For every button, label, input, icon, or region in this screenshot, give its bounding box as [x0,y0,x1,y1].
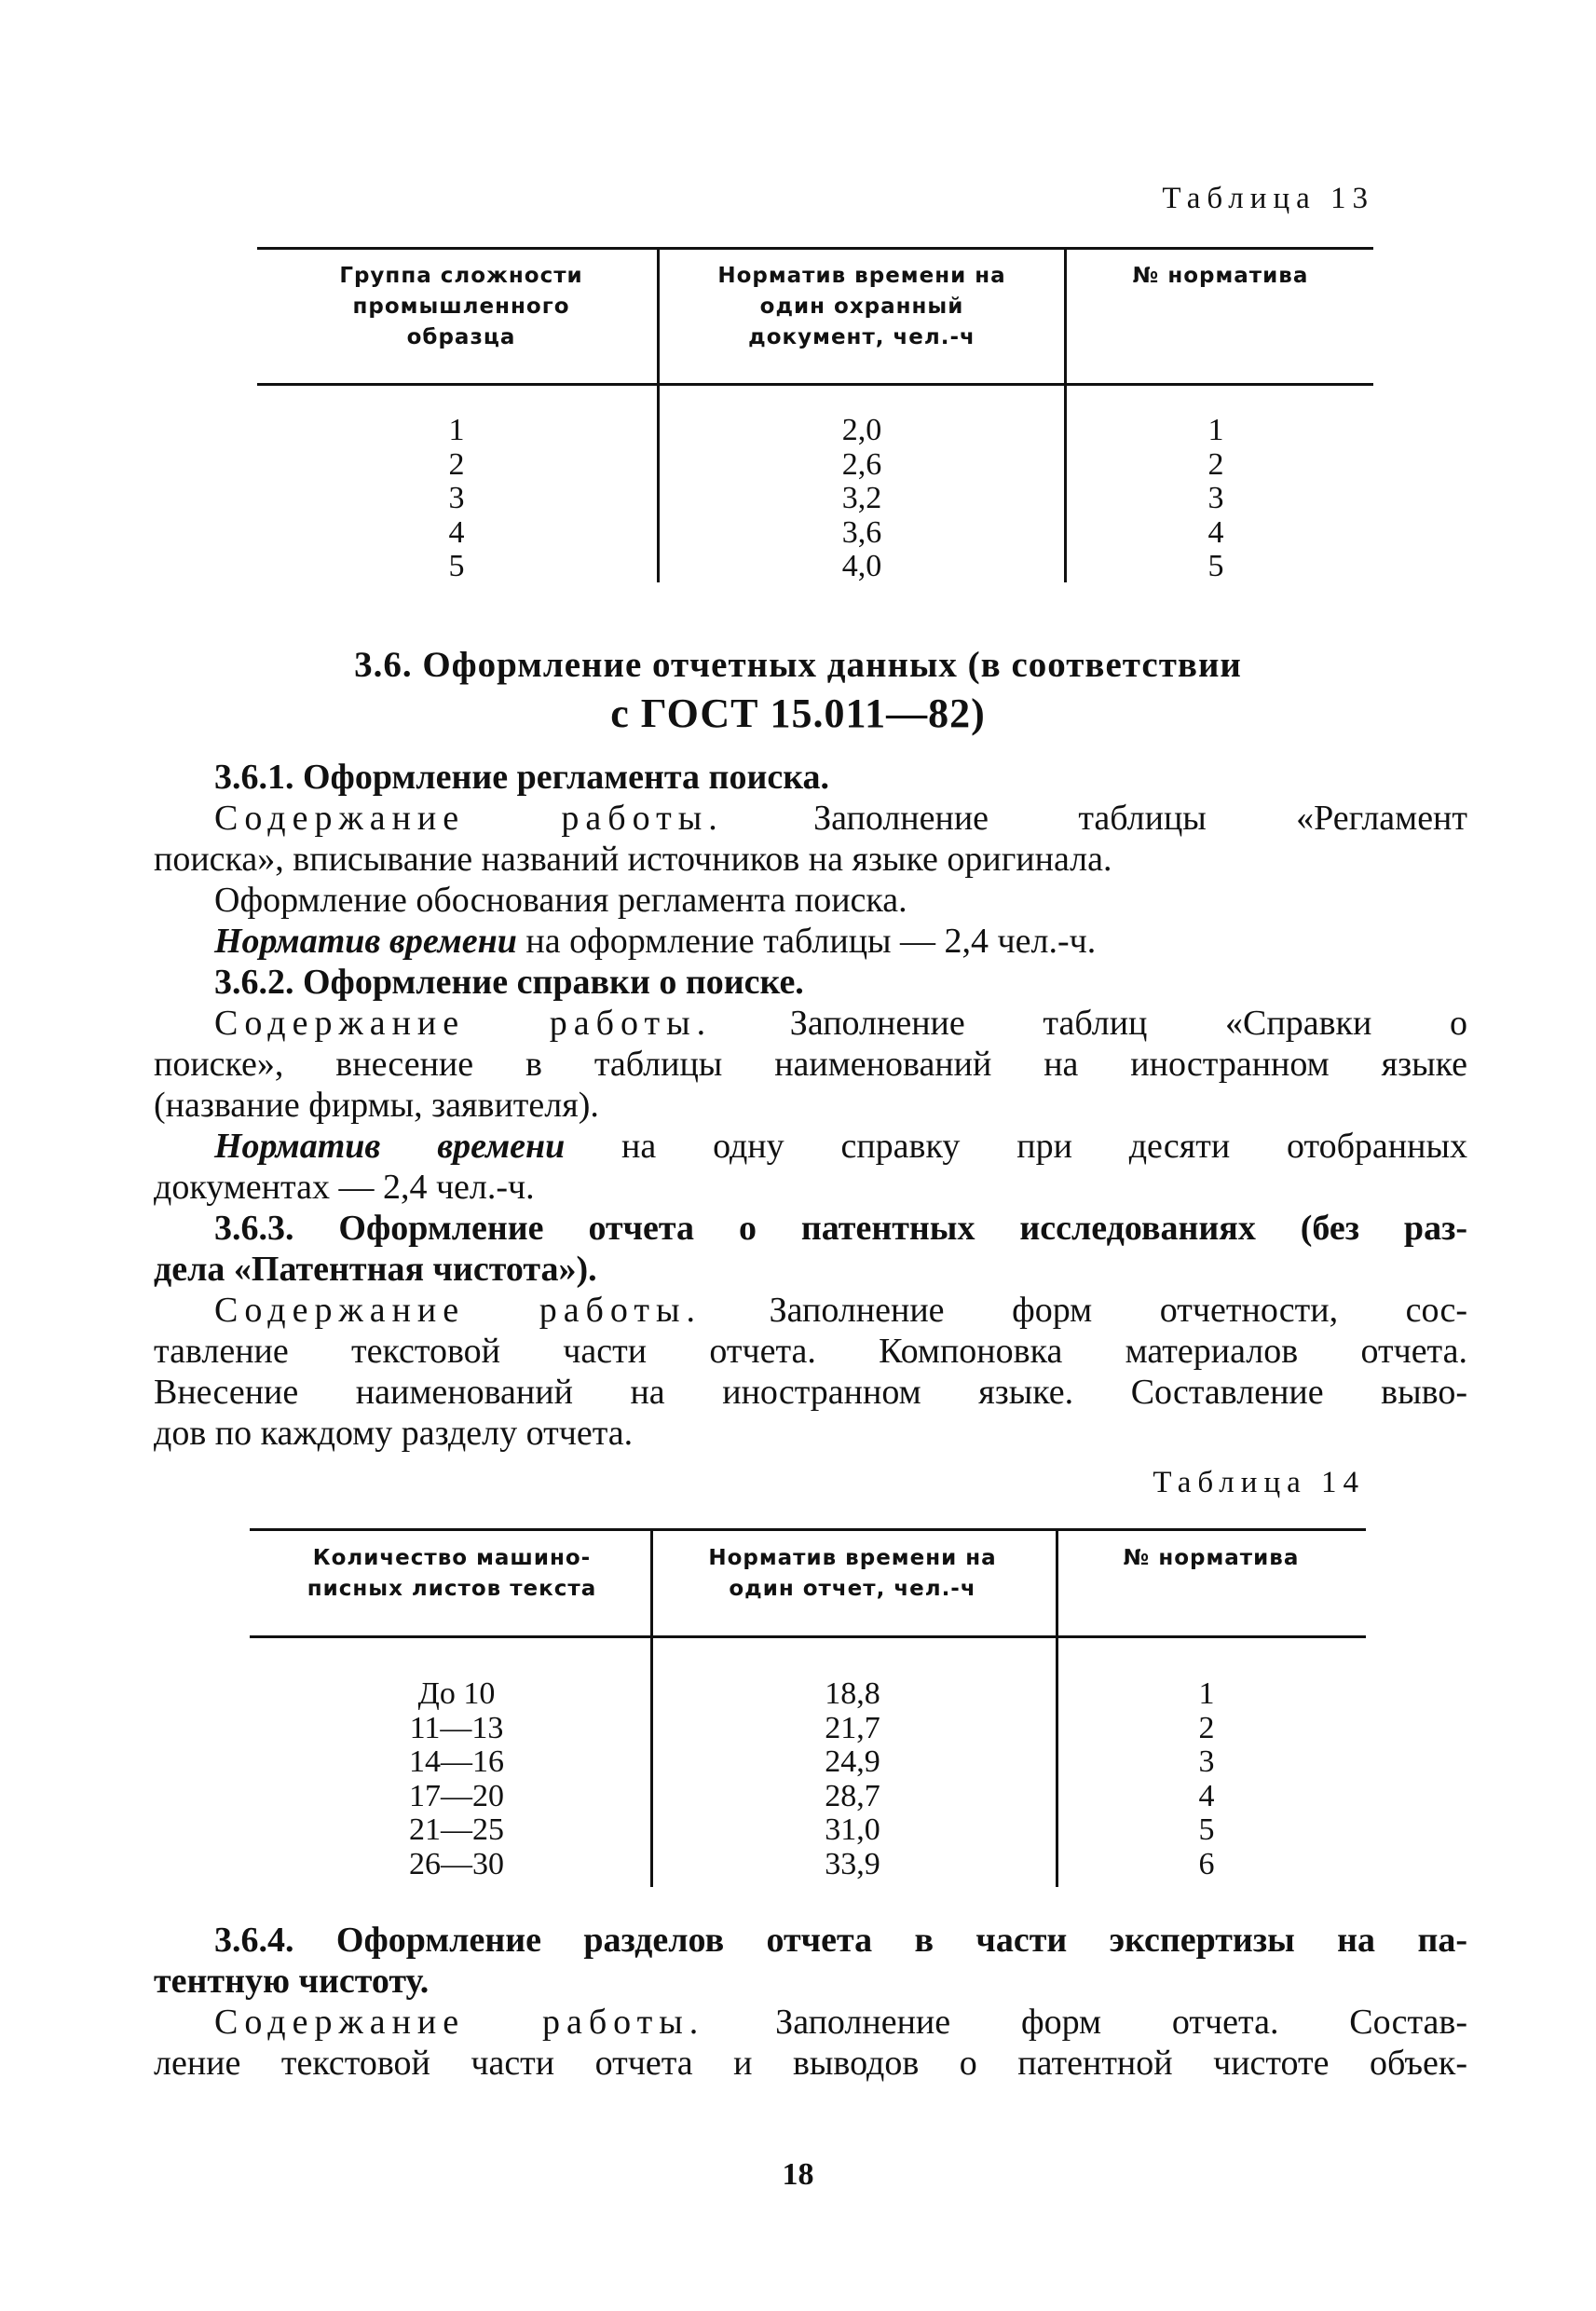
s364-title-l2: тентную чистоту. [154,1962,430,2001]
s363-title-l1: 3.6.3. Оформление отчета о патентных исследованиях (без раз- [214,1209,1467,1248]
table13-col-divider-1 [657,247,660,582]
section-heading-line2: с ГОСТ 15.011—82) [610,691,986,736]
content-label: Содержание работы. [214,2003,705,2042]
table-cell: До 10 [417,1676,496,1711]
table14-col-divider-1 [650,1528,653,1887]
table13-top-rule [257,247,1373,250]
table13-caption: Таблица 13 [1162,182,1374,215]
s361-title: 3.6.1. Оформление регламента поиска. [214,758,830,797]
table14-col-sheets [354,1677,559,1881]
table-cell: 18,8 [825,1676,880,1711]
table-cell: 3 [1207,481,1224,515]
table13-col-divider-2 [1064,247,1067,582]
table14-header-norm-time: Норматив времени на один отчет, чел.-ч [708,1546,997,1601]
s362-norm-text: на одну справку при десяти отобранных [621,1127,1467,1166]
s362-content-l3: (название фирмы, заявителя). [154,1086,599,1125]
body-text-2 [154,1920,1467,2084]
table13-header-norm-time: Норматив времени на один охранный документ, чел.-ч [717,264,1006,349]
s364-title-l1: 3.6.4. Оформление разделов отчета в части экспертизы на па- [214,1921,1467,1960]
page-number: 18 [782,2157,814,2192]
table-cell: 21—25 [409,1812,504,1847]
norm-label: Норматив времени [214,1127,566,1166]
s361-content-l1 [154,798,1467,839]
s363-content-l3: Внесение наименований на иностранном языке. Составление выво- [154,1373,1467,1412]
norm-label: Норматив времени [214,922,517,961]
table-cell: 31,0 [825,1812,880,1847]
table13-col-norm-time [769,414,955,584]
s361-content-text: Заполнение таблицы «Регламент [813,799,1467,838]
s363-title-l2: дела «Патентная чистота»). [154,1250,597,1289]
s364-content-l2: ление текстовой части отчета и выводов о патентной чистоте объек- [154,2044,1467,2083]
table-cell: 24,9 [825,1744,880,1779]
s361-norm-text: на оформление таблицы — 2,4 чел.-ч. [525,922,1097,961]
s361-content-l2: поиска», вписывание названий источников на языке оригинала. [154,840,1112,879]
table14-header-rule [250,1635,1366,1638]
table-cell: 2,0 [841,413,882,447]
table14-col-norm-number [1113,1677,1300,1881]
table-cell: 4 [1207,514,1224,550]
table-cell: 1 [448,413,465,447]
table-cell: 14—16 [409,1744,504,1779]
table13-header-group: Группа сложности промышленного образца [339,264,583,349]
table-cell: 26—30 [409,1846,504,1881]
table-cell: 5 [1207,549,1224,583]
table14-top-rule [250,1528,1366,1531]
s364-content-text: Заполнение форм отчета. Состав- [775,2003,1467,2042]
table-cell: 17—20 [409,1778,504,1813]
table14-caption: Таблица 14 [1153,1466,1365,1499]
s363-content-text: Заполнение форм отчетности, сос- [769,1291,1467,1330]
s363-content-l2: тавление текстовой части отчета. Компоновка материалов отчета. [154,1332,1467,1371]
table14-col-divider-2 [1056,1528,1058,1887]
table-cell: 6 [1198,1846,1215,1881]
table-cell: 2 [1207,446,1224,482]
s362-norm-l1 [154,1126,1467,1167]
s362-content-l2: поиске», внесение в таблицы наименований на иностранном языке [154,1045,1467,1084]
table-cell: 5 [448,549,465,583]
s362-content-l1 [154,1003,1467,1044]
content-label: Содержание работы. [214,799,724,838]
table-cell: 2 [448,446,465,482]
s364-content-l1 [154,2002,1467,2043]
s361-content-l3: Оформление обоснования регламента поиска. [214,881,907,920]
table-cell: 1 [1207,413,1224,447]
table14-header-norm-number: № норматива [1123,1546,1300,1570]
body-text-1 [154,757,1467,1454]
table-cell: 4 [448,514,465,550]
table-cell: 28,7 [825,1778,880,1813]
s362-norm-l2: документах — 2,4 чел.-ч. [154,1168,535,1207]
content-label: Содержание работы. [214,1004,713,1043]
table-cell: 4,0 [841,549,882,583]
table13-col-norm-number [1123,414,1309,584]
table13-header-rule [257,383,1373,386]
table-cell: 3 [1198,1744,1215,1779]
table-cell: 11—13 [409,1710,504,1745]
table-cell: 3,2 [841,481,882,515]
section-heading-line1: 3.6. Оформление отчетных данных (в соответствии [354,645,1242,685]
table-cell: 5 [1198,1812,1215,1847]
table-cell: 2,6 [841,446,882,482]
section-heading [0,641,1596,738]
table-cell: 1 [1198,1676,1215,1711]
table-cell: 4 [1198,1778,1215,1813]
s362-title: 3.6.2. Оформление справки о поиске. [214,963,804,1002]
table14-header-sheets: Количество машино-писных листов текста [307,1546,597,1601]
table13-header-norm-number: № норматива [1132,264,1309,288]
s362-content-text: Заполнение таблиц «Справки о [789,1004,1467,1043]
content-label: Содержание работы. [214,1291,703,1330]
table-cell: 21,7 [825,1710,880,1745]
table13-col-group [363,414,550,584]
s363-content-l1 [154,1290,1467,1331]
s361-norm [154,921,1467,962]
table-cell: 33,9 [825,1846,880,1881]
table-cell: 3,6 [841,514,882,550]
table-cell: 2 [1198,1710,1215,1745]
table14-col-norm-time [759,1677,946,1881]
s363-content-l4: дов по каждому разделу отчета. [154,1414,634,1453]
table-cell: 3 [448,481,465,515]
